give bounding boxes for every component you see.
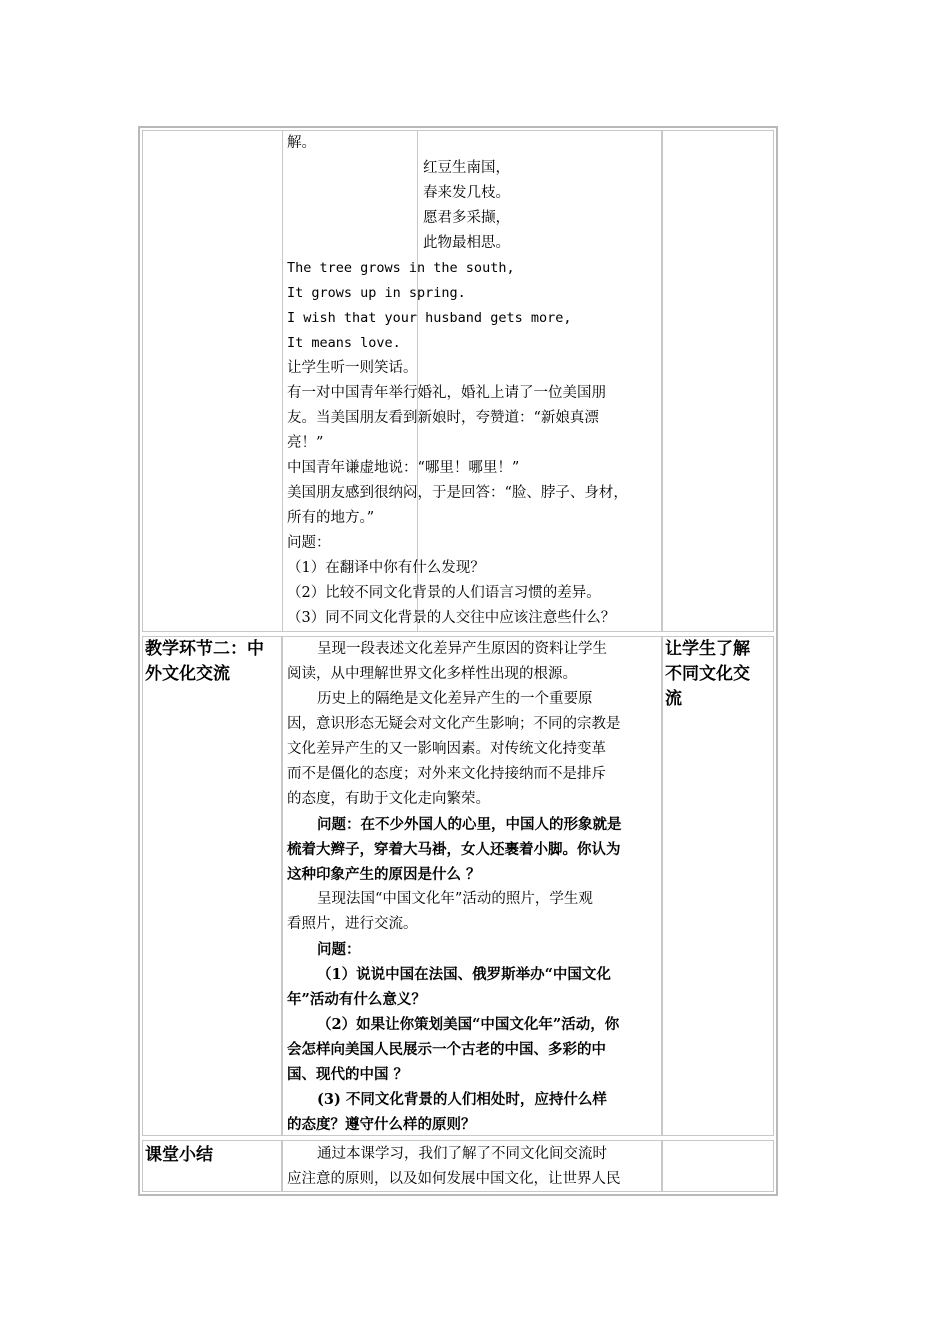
section-title: 课堂小结 <box>145 1145 213 1165</box>
section-title: 外文化交流 <box>145 664 230 684</box>
question-line: 这种印象产生的原因是什么 ？ <box>287 866 481 883</box>
content-line: 呈现一段表述文化差异产生原因的资料让学生 <box>317 641 607 657</box>
content-line: 解。 <box>287 135 316 151</box>
content-line: 美国朋友感到很纳闷，于是回答：“脸、脖子、身材， <box>287 485 628 501</box>
content-line: 而不是僵化的态度；对外来文化持接纳而不是排斥 <box>287 766 606 782</box>
content-line: 通过本课学习，我们了解了不同文化间交流时 <box>317 1146 607 1162</box>
content-line: 所有的地方。” <box>287 510 375 526</box>
row2-goal-cell <box>662 636 774 1136</box>
content-line: 有一对中国青年举行婚礼，婚礼上请了一位美国朋 <box>287 385 606 401</box>
question-line: （3）同不同文化背景的人交往中应该注意些什么？ <box>287 610 616 626</box>
goal-text: 不同文化交 <box>665 664 750 684</box>
poem-line: 愿君多采撷， <box>423 210 510 226</box>
question-line: 问题：在不少外国人的心里，中国人的形象就是 <box>317 816 622 833</box>
content-line: 因，意识形态无疑会对文化产生影响；不同的宗教是 <box>287 716 621 732</box>
content-line: 问题： <box>287 535 331 551</box>
content-line: 的态度，有助于文化走向繁荣。 <box>287 791 490 807</box>
translation-line: It means love. <box>287 335 401 351</box>
translation-line: I wish that your husband gets more, <box>287 310 572 326</box>
poem-line: 红豆生南国， <box>423 160 510 176</box>
question-line: 会怎样向美国人民展示一个古老的中国、多彩的中 <box>287 1041 606 1058</box>
question-line: （1）在翻译中你有什么发现？ <box>287 560 485 576</box>
content-line: 阅读，从中理解世界文化多样性出现的根源。 <box>287 666 577 682</box>
question-line: （1）说说中国在法国、俄罗斯举办“中国文化 <box>317 966 611 983</box>
row3-label-cell <box>142 1140 282 1192</box>
question-line: （2）如果让你策划美国“中国文化年”活动，你 <box>317 1016 620 1033</box>
question-line: (3) 不同文化背景的人们相处时，应持什么样 <box>317 1091 607 1108</box>
row2-label-cell <box>142 636 282 1136</box>
content-line: 应注意的原则，以及如何发展中国文化，让世界人民 <box>287 1171 621 1187</box>
content-line: 让学生听一则笑话。 <box>287 360 418 376</box>
row2-content-cell <box>282 636 662 1136</box>
goal-text: 流 <box>665 689 682 709</box>
content-line: 中国青年谦虚地说：“哪里！哪里！” <box>287 460 520 476</box>
content-line: 历史上的隔绝是文化差异产生的一个重要原 <box>317 691 593 707</box>
row3-content-cell <box>282 1140 662 1192</box>
question-line: 国、现代的中国 ？ <box>287 1066 409 1083</box>
translation-line: The tree grows in the south, <box>287 260 515 276</box>
row1-goal-cell <box>662 130 774 632</box>
content-line: 友。当美国朋友看到新娘时，夸赞道：“新娘真漂 <box>287 410 599 426</box>
question-line: 的态度？遵守什么样的原则？ <box>287 1116 476 1133</box>
poem-line: 此物最相思。 <box>423 235 510 251</box>
row3-goal-cell <box>662 1140 774 1192</box>
goal-text: 让学生了解 <box>665 639 750 659</box>
question-line: 梳着大辫子，穿着大马褂，女人还裹着小脚。你认为 <box>287 841 621 858</box>
row1-content-cell <box>282 130 662 632</box>
content-line: 亮！” <box>287 435 324 451</box>
question-line: （2）比较不同文化背景的人们语言习惯的差异。 <box>287 585 601 601</box>
content-line: 文化差异产生的又一影响因素。对传统文化持变革 <box>287 741 606 757</box>
question-line: 问题： <box>317 941 361 958</box>
poem-line: 春来发几枝。 <box>423 185 510 201</box>
translation-line: It grows up in spring. <box>287 285 466 301</box>
content-line: 呈现法国“中国文化年”活动的照片，学生观 <box>317 891 593 907</box>
section-title: 教学环节二：中 <box>145 639 264 659</box>
question-line: 年”活动有什么意义？ <box>287 991 426 1008</box>
content-line: 看照片，进行交流。 <box>287 916 418 932</box>
lesson-table <box>138 126 778 1196</box>
